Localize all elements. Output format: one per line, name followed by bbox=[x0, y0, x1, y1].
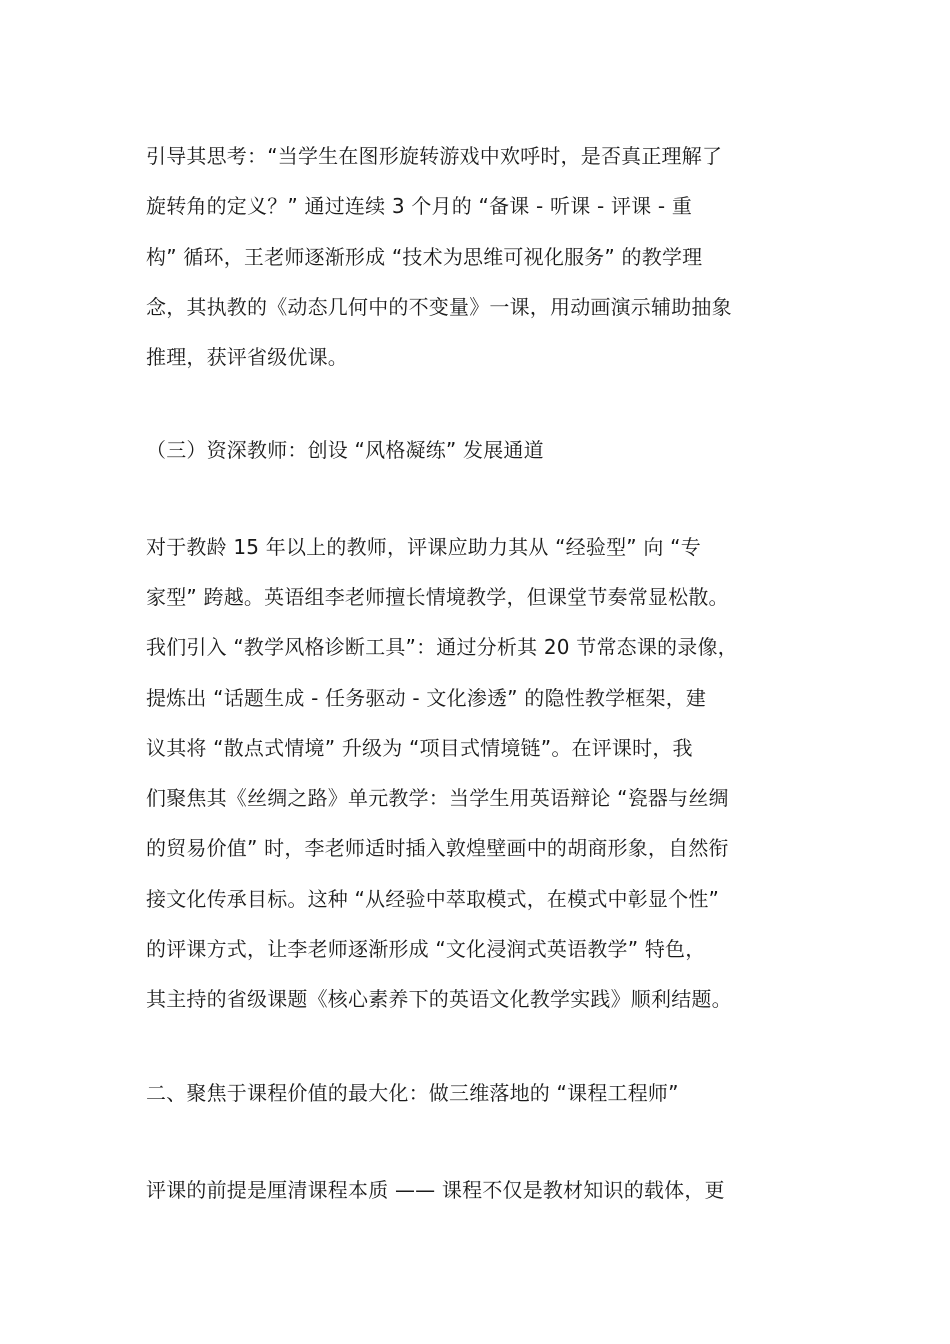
paragraph-1-line-2: 旋转角的定义？” 通过连续 3 个月的 “备课 - 听课 - 评课 - 重 bbox=[146, 194, 693, 218]
paragraph-2-line-3: 我们引入 “教学风格诊断工具”：通过分析其 20 节常态课的录像， bbox=[146, 635, 738, 659]
paragraph-1-line-3: 构” 循环，王老师逐渐形成 “技术为思维可视化服务” 的教学理 bbox=[146, 245, 703, 269]
paragraph-2-line-7: 的贸易价值” 时，李老师适时插入敦煌壁画中的胡商形象，自然衔 bbox=[146, 836, 729, 860]
section-heading-3: （三）资深教师：创设 “风格凝练” 发展通道 bbox=[146, 438, 544, 462]
paragraph-1-line-5: 推理，获评省级优课。 bbox=[146, 345, 348, 369]
paragraph-2-line-8: 接文化传承目标。这种 “从经验中萃取模式，在模式中彰显个性” bbox=[146, 887, 720, 911]
paragraph-3-line-1: 评课的前提是厘清课程本质 —— 课程不仅是教材知识的载体，更 bbox=[146, 1178, 725, 1202]
paragraph-2-line-10: 其主持的省级课题《核心素养下的英语文化教学实践》顺利结题。 bbox=[146, 987, 732, 1011]
paragraph-2-line-2: 家型” 跨越。英语组李老师擅长情境教学，但课堂节奏常显松散。 bbox=[146, 585, 729, 609]
paragraph-2-line-1: 对于教龄 15 年以上的教师，评课应助力其从 “经验型” 向 “专 bbox=[146, 535, 701, 559]
paragraph-2-line-5: 议其将 “散点式情境” 升级为 “项目式情境链”。在评课时，我 bbox=[146, 736, 693, 760]
paragraph-2-line-9: 的评课方式，让李老师逐渐形成 “文化浸润式英语教学” 特色， bbox=[146, 937, 706, 961]
section-heading-2: 二、聚焦于课程价值的最大化：做三维落地的 “课程工程师” bbox=[146, 1081, 679, 1105]
paragraph-1-line-1: 引导其思考：“当学生在图形旋转游戏中欢呼时，是否真正理解了 bbox=[146, 144, 723, 168]
paragraph-1-line-4: 念，其执教的《动态几何中的不变量》一课，用动画演示辅助抽象 bbox=[146, 295, 732, 319]
paragraph-2-line-6: 们聚焦其《丝绸之路》单元教学：当学生用英语辩论 “瓷器与丝绸 bbox=[146, 786, 729, 810]
paragraph-2-line-4: 提炼出 “话题生成 - 任务驱动 - 文化渗透” 的隐性教学框架，建 bbox=[146, 686, 707, 710]
